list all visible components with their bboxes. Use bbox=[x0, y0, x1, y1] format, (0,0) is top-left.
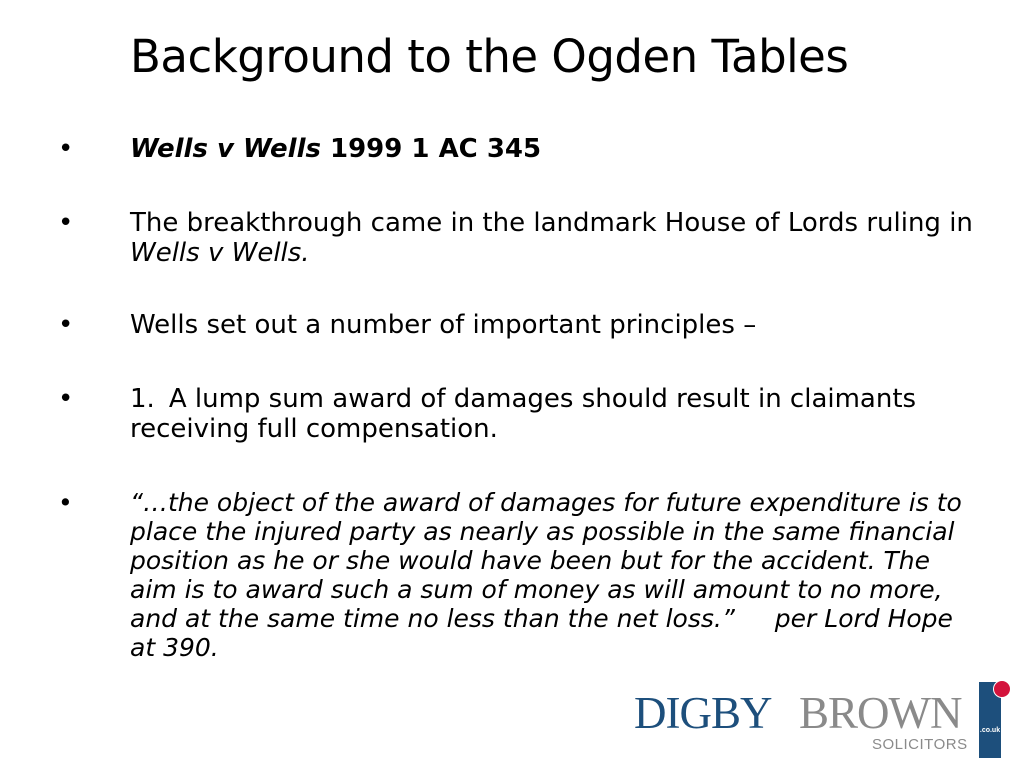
quote-attribution: per Lord Hope at 390. bbox=[130, 604, 953, 662]
slide-title: Background to the Ogden Tables bbox=[130, 30, 849, 83]
logo-word-digby: DIGBY bbox=[634, 688, 772, 738]
bullet-marker: • bbox=[58, 310, 74, 340]
bullet-principle-one bbox=[0, 384, 1024, 444]
bullet-quote bbox=[0, 488, 1024, 662]
bullet-marker: • bbox=[58, 208, 74, 238]
bullet-marker: • bbox=[58, 384, 74, 414]
bullet-breakthrough bbox=[0, 208, 1024, 268]
logo-word-brown: BROWN bbox=[799, 688, 962, 738]
bullet-marker: • bbox=[58, 488, 73, 517]
bullet-marker: • bbox=[58, 134, 74, 164]
breakthrough-case: Wells v Wells. bbox=[130, 238, 310, 268]
digby-brown-logo bbox=[634, 680, 1014, 760]
bullet-principles bbox=[0, 310, 1024, 340]
quote-text: “…the object of the award of damages for future expenditure is to place the injured party as nearly as possible in the same financial position as he or she would have been but for the accident. The aim is to award such a sum of money as will amount to no more, and at the same time no less than the net loss.” bbox=[130, 488, 962, 633]
logo-tagline: SOLICITORS bbox=[872, 736, 968, 753]
bullet-list bbox=[0, 134, 1024, 662]
principle-text: A lump sum award of damages should result in claimants receiving full compensation. bbox=[130, 384, 917, 444]
breakthrough-text: The breakthrough came in the landmark House of Lords ruling in bbox=[130, 208, 973, 238]
case-name: Wells v Wells bbox=[130, 134, 321, 164]
logo-red-dot-icon bbox=[993, 680, 1011, 698]
logo-domain: .co.uk bbox=[979, 727, 1001, 734]
case-citation: 1999 1 AC 345 bbox=[320, 134, 542, 164]
principles-text: Wells set out a number of important principles – bbox=[130, 310, 757, 340]
bullet-case-citation bbox=[0, 134, 1024, 164]
principle-number: 1. bbox=[130, 384, 155, 414]
